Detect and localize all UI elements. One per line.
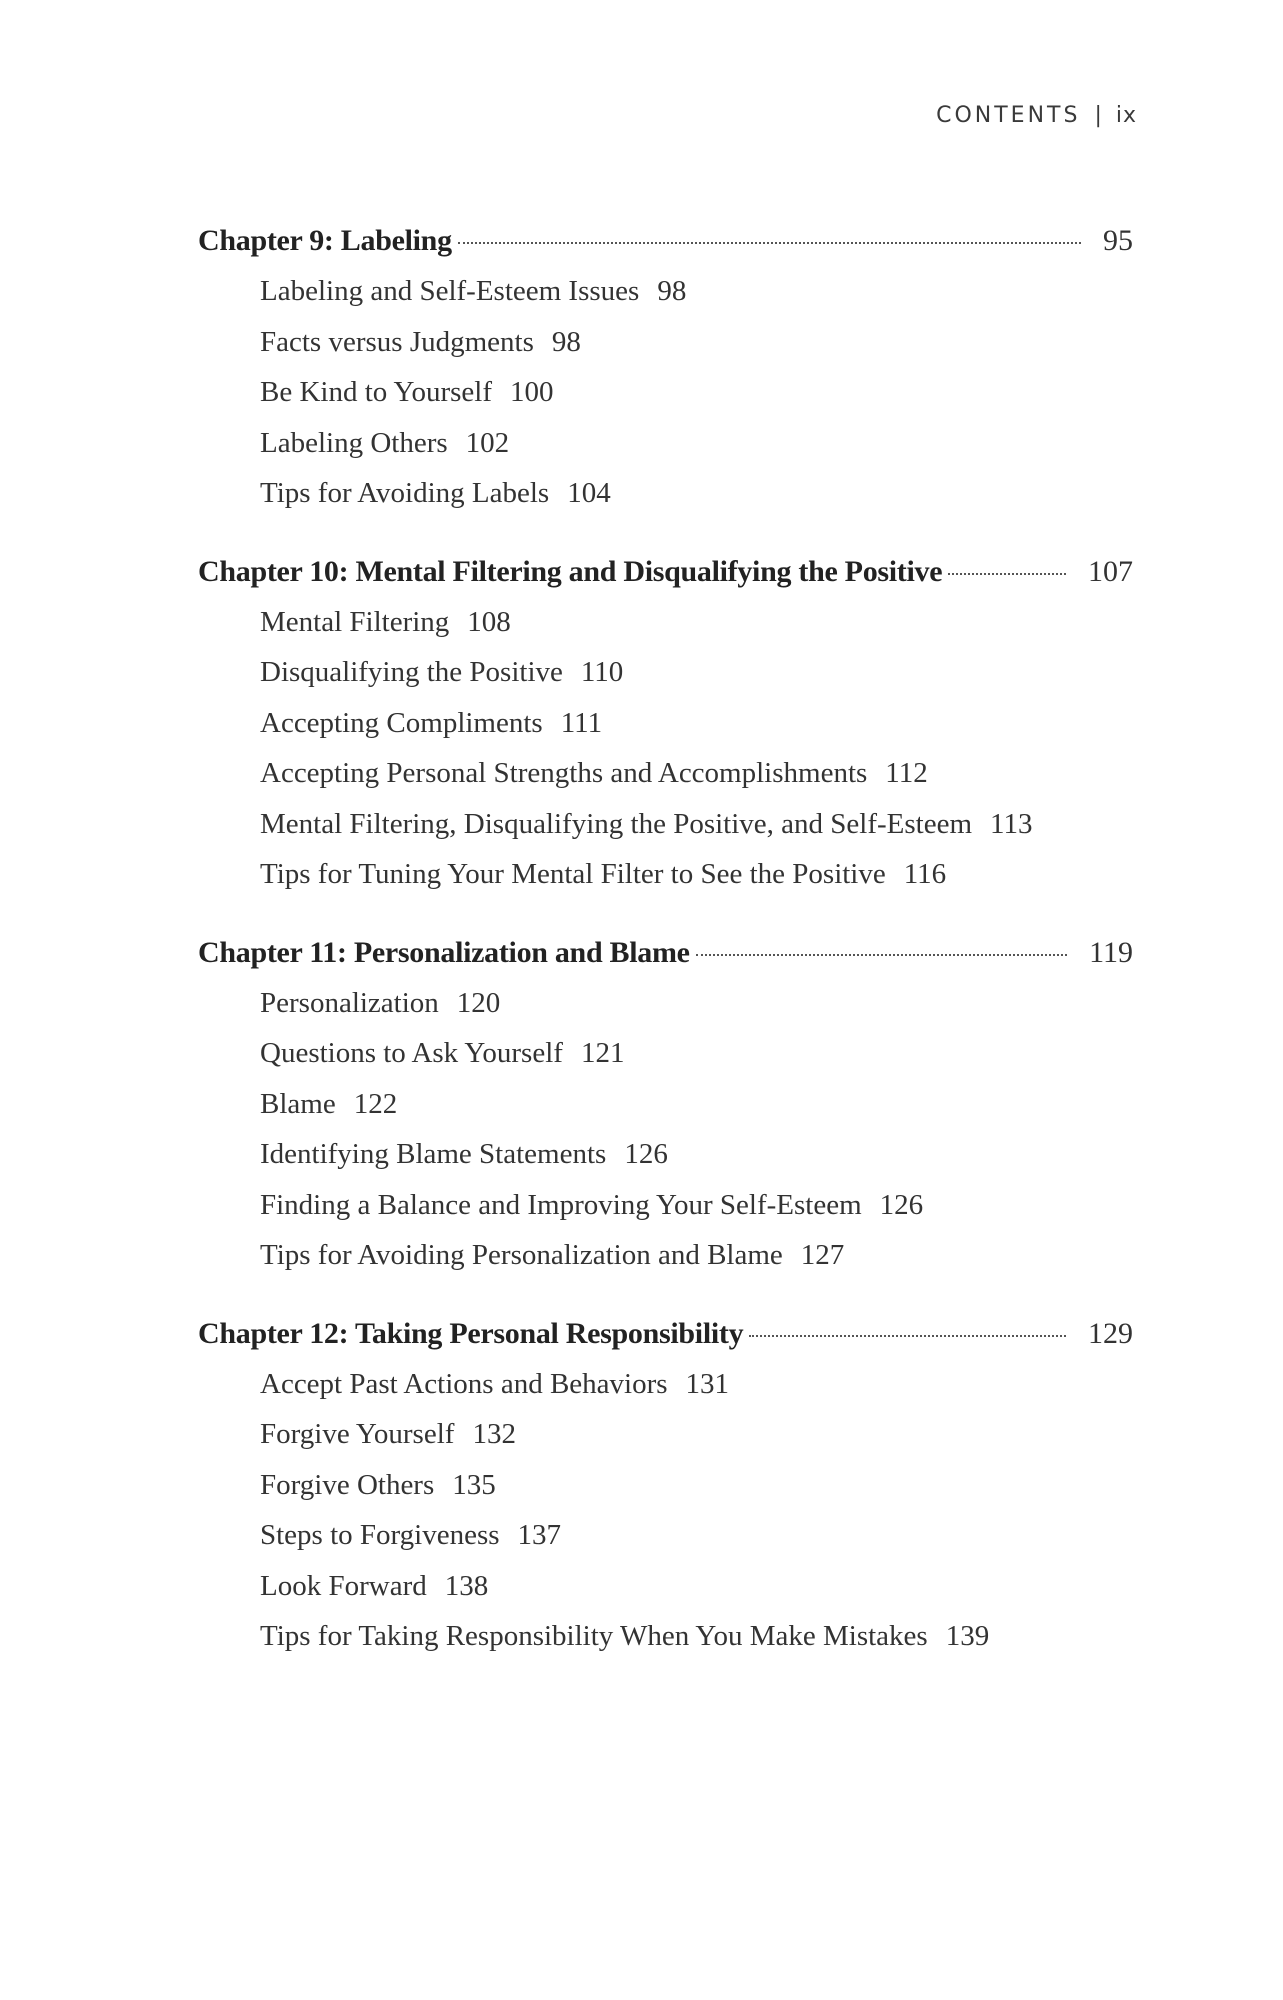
- section-entry[interactable]: [198, 849, 1133, 900]
- chapter-page-number: 119: [1089, 935, 1133, 969]
- running-head-separator: |: [1094, 103, 1102, 128]
- section-title: Facts versus Judgments: [260, 325, 534, 358]
- chapter-heading[interactable]: [198, 1309, 1133, 1359]
- section-title: Personalization: [260, 986, 439, 1019]
- section-title: Forgive Yourself: [260, 1418, 455, 1450]
- section-title: Be Kind to Yourself: [260, 376, 493, 408]
- section-title: Identifying Blame Statements: [260, 1138, 607, 1170]
- section-page-number: 102: [465, 426, 510, 459]
- section-entry[interactable]: [198, 978, 1133, 1029]
- section-entry[interactable]: [198, 799, 1133, 850]
- section-title: Mental Filtering: [260, 605, 450, 638]
- section-title: Mental Filtering, Disqualifying the Positive, and Self-Esteem: [260, 807, 973, 840]
- section-title: Tips for Tuning Your Mental Filter to See the Positive: [260, 858, 886, 890]
- running-head-page-number: ix: [1115, 103, 1137, 128]
- section-title: Tips for Taking Responsibility When You Make Mistakes: [260, 1620, 928, 1652]
- section-page-number: 139: [945, 1620, 990, 1652]
- dot-leader: [696, 954, 1067, 956]
- section-title: Accepting Compliments: [260, 706, 543, 739]
- section-page-number: 137: [517, 1519, 562, 1551]
- section-entry[interactable]: [198, 418, 1133, 469]
- section-page-number: 126: [624, 1138, 668, 1170]
- section-page-number: 108: [467, 605, 511, 638]
- section-page-number: 98: [551, 325, 581, 358]
- dot-leader: [749, 1335, 1066, 1337]
- section-title: Finding a Balance and Improving Your Self-Esteem: [260, 1188, 862, 1221]
- section-entry[interactable]: [198, 1180, 1133, 1231]
- running-head-label: CONTENTS: [936, 103, 1081, 128]
- chapter-entry: [198, 547, 1133, 900]
- chapter-entry: [198, 216, 1133, 519]
- section-page-number: 98: [657, 275, 687, 307]
- section-title: Forgive Others: [260, 1468, 435, 1501]
- section-title: Look Forward: [260, 1569, 427, 1602]
- section-page-number: 116: [903, 858, 947, 890]
- section-title: Accepting Personal Strengths and Accomplishments: [260, 757, 868, 789]
- section-entry[interactable]: [198, 1129, 1133, 1180]
- section-entry[interactable]: [198, 1561, 1133, 1612]
- section-entry[interactable]: [198, 1510, 1133, 1561]
- table-of-contents: [198, 216, 1133, 1690]
- section-entry[interactable]: [198, 1079, 1133, 1130]
- section-title: Accept Past Actions and Behaviors: [260, 1367, 668, 1400]
- section-entry[interactable]: [198, 1028, 1133, 1079]
- section-entry[interactable]: [198, 1611, 1133, 1662]
- dot-leader: [458, 242, 1081, 244]
- section-entry[interactable]: [198, 647, 1133, 698]
- chapter-entry: [198, 928, 1133, 1281]
- section-page-number: 131: [685, 1367, 730, 1400]
- chapter-title: Chapter 10: Mental Filtering and Disqualifying the Positive: [198, 554, 943, 588]
- section-page-number: 126: [879, 1188, 924, 1221]
- chapter-heading[interactable]: [198, 216, 1133, 266]
- section-title: Questions to Ask Yourself: [260, 1037, 563, 1069]
- section-entry[interactable]: [198, 468, 1133, 519]
- section-title: Blame: [260, 1087, 336, 1120]
- section-title: Disqualifying the Positive: [260, 656, 563, 688]
- section-entry[interactable]: [198, 1230, 1133, 1281]
- section-page-number: 113: [990, 807, 1033, 840]
- section-page-number: 127: [800, 1239, 845, 1271]
- section-page-number: 111: [560, 706, 603, 739]
- section-entry[interactable]: [198, 597, 1133, 648]
- section-page-number: 110: [580, 656, 624, 688]
- section-entry[interactable]: [198, 266, 1133, 317]
- section-entry[interactable]: [198, 748, 1133, 799]
- chapter-heading[interactable]: [198, 547, 1133, 597]
- section-page-number: 104: [567, 477, 611, 509]
- section-title: Labeling Others: [260, 426, 448, 459]
- section-page-number: 138: [444, 1569, 489, 1602]
- section-page-number: 132: [472, 1418, 516, 1450]
- section-entry[interactable]: [198, 367, 1133, 418]
- section-title: Labeling and Self-Esteem Issues: [260, 275, 640, 307]
- section-entry[interactable]: [198, 317, 1133, 368]
- chapter-title: Chapter 9: Labeling: [198, 224, 452, 257]
- chapter-title: Chapter 11: Personalization and Blame: [198, 935, 690, 969]
- chapter-entry: [198, 1309, 1133, 1662]
- section-page-number: 121: [580, 1037, 625, 1069]
- section-page-number: 112: [885, 757, 928, 789]
- dot-leader: [948, 573, 1066, 575]
- section-entry[interactable]: [198, 1359, 1133, 1410]
- section-entry[interactable]: [198, 698, 1133, 749]
- chapter-title: Chapter 12: Taking Personal Responsibility: [198, 1316, 744, 1350]
- chapter-page-number: 129: [1088, 1316, 1133, 1350]
- section-title: Tips for Avoiding Labels: [260, 477, 550, 509]
- section-page-number: 135: [452, 1468, 496, 1501]
- section-title: Tips for Avoiding Personalization and Blame: [260, 1239, 783, 1271]
- chapter-page-number: 107: [1088, 554, 1133, 588]
- section-entry[interactable]: [198, 1460, 1133, 1511]
- section-page-number: 122: [353, 1087, 398, 1120]
- running-head: [936, 103, 1137, 128]
- section-page-number: 120: [456, 986, 501, 1019]
- section-entry[interactable]: [198, 1409, 1133, 1460]
- section-title: Steps to Forgiveness: [260, 1519, 500, 1551]
- section-page-number: 100: [510, 376, 554, 408]
- chapter-heading[interactable]: [198, 928, 1133, 978]
- chapter-page-number: 95: [1103, 224, 1133, 257]
